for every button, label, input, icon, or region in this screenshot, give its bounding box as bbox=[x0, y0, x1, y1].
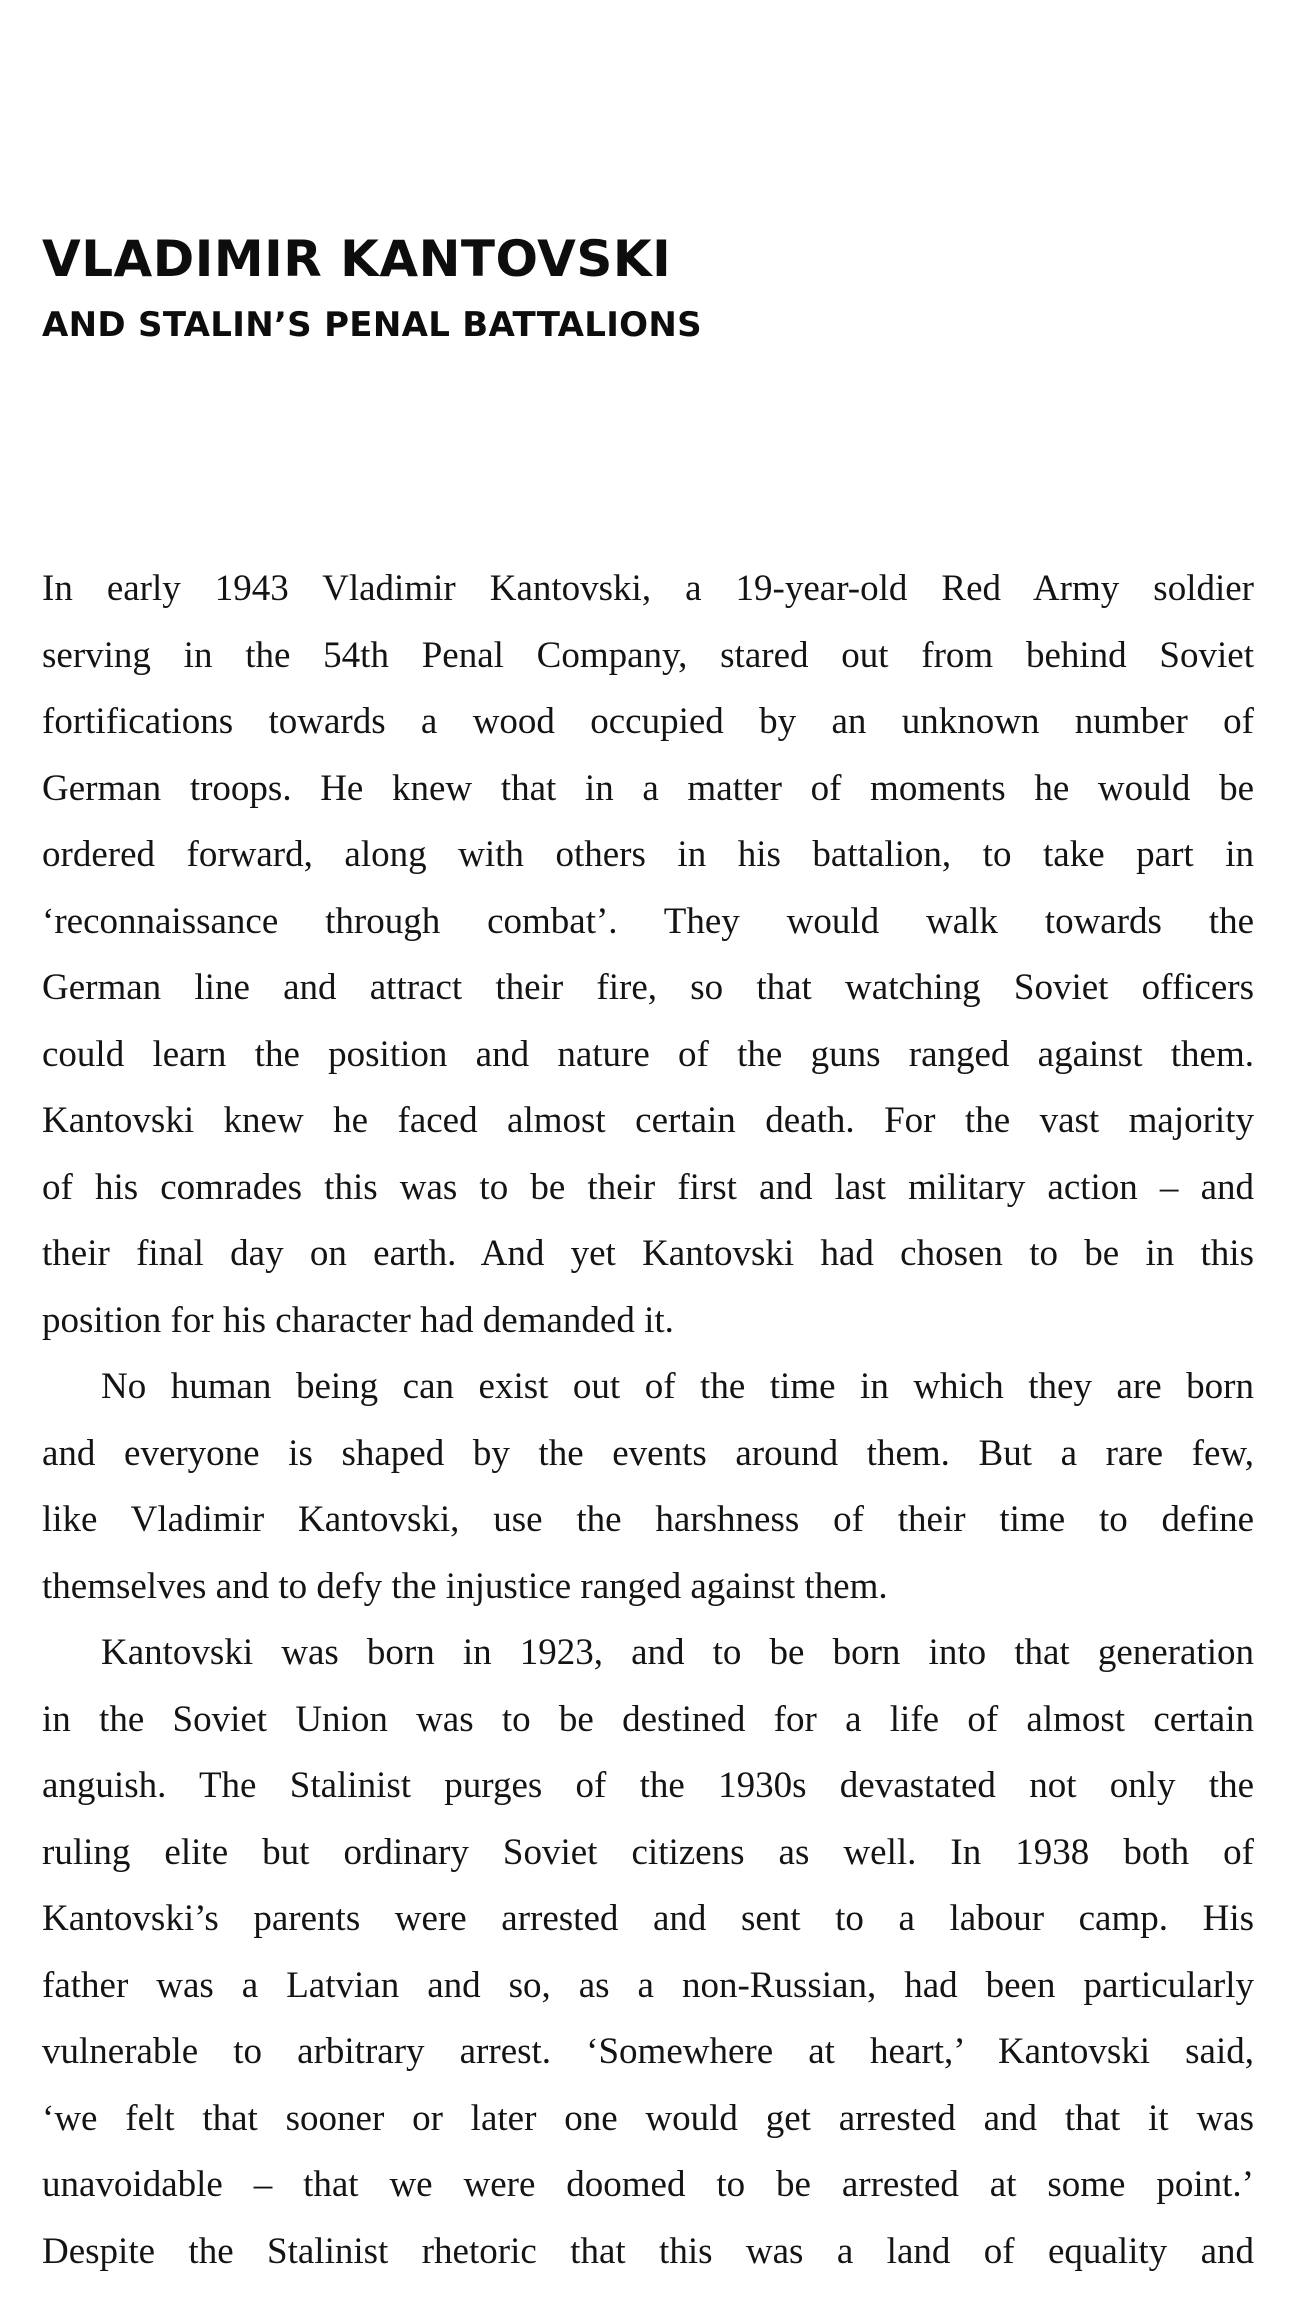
text-line: vulnerable to arbitrary arrest. ‘Somewhere at heart,’ Kantovski said, bbox=[42, 2031, 1254, 2072]
text-line: ruling elite but ordinary Soviet citizens as well. In 1938 both of bbox=[42, 1831, 1254, 1873]
text-line: serving in the 54th Penal Company, stared out from behind Soviet bbox=[42, 634, 1254, 676]
paragraph-1 bbox=[42, 556, 1254, 1354]
paragraph-2 bbox=[42, 1354, 1254, 1620]
text-line: unavoidable – that we were doomed to be arrested at some point.’ bbox=[42, 2164, 1254, 2205]
text-line: in the Soviet Union was to be destined for a life of almost certain bbox=[42, 1698, 1254, 1740]
text-line: anguish. The Stalinist purges of the 1930s devastated not only the bbox=[42, 1765, 1254, 1806]
text-line: and everyone is shaped by the events around them. But a rare few, bbox=[42, 1432, 1254, 1474]
book-page bbox=[42, 0, 1254, 2306]
text-line: Kantovski’s parents were arrested and sent to a labour camp. His bbox=[42, 1898, 1254, 1939]
text-line: ordered forward, along with others in his battalion, to take part in bbox=[42, 834, 1254, 875]
text-line: ‘we felt that sooner or later one would get arrested and that it was bbox=[42, 2097, 1254, 2139]
text-line: In early 1943 Vladimir Kantovski, a 19-year-old Red Army soldier bbox=[42, 568, 1254, 609]
text-line: Kantovski knew he faced almost certain death. For the vast majority bbox=[42, 1100, 1254, 1141]
text-line: German line and attract their fire, so that watching Soviet officers bbox=[42, 967, 1254, 1008]
text-line: could learn the position and nature of the guns ranged against them. bbox=[42, 1033, 1254, 1075]
text-line: Despite the Stalinist rhetoric that this was a land of equality and bbox=[42, 2230, 1254, 2272]
text-line: themselves and to defy the injustice ranged against them. bbox=[42, 1565, 888, 1607]
text-line: their final day on earth. And yet Kantovski had chosen to be in this bbox=[42, 1233, 1254, 1274]
text-line: of his comrades this was to be their first and last military action – and bbox=[42, 1166, 1254, 1208]
text-line: fortifications towards a wood occupied by an unknown number of bbox=[42, 701, 1254, 742]
text-line: like Vladimir Kantovski, use the harshness of their time to define bbox=[42, 1499, 1254, 1540]
text-line: position for his character had demanded it. bbox=[42, 1299, 674, 1341]
text-line: Kantovski was born in 1923, and to be born into that generation bbox=[101, 1632, 1254, 1673]
text-line: ‘reconnaissance through combat’. They would walk towards the bbox=[42, 900, 1254, 942]
chapter-title: VLADIMIR KANTOVSKI bbox=[42, 230, 672, 288]
text-line: German troops. He knew that in a matter of moments he would be bbox=[42, 767, 1254, 809]
text-line: No human being can exist out of the time in which they are born bbox=[101, 1366, 1254, 1407]
text-line: father was a Latvian and so, as a non-Russian, had been particularly bbox=[42, 1964, 1254, 2006]
paragraph-3 bbox=[42, 1620, 1254, 2285]
body-text bbox=[42, 556, 1254, 2285]
chapter-subtitle: AND STALIN’S PENAL BATTALIONS bbox=[42, 305, 702, 345]
